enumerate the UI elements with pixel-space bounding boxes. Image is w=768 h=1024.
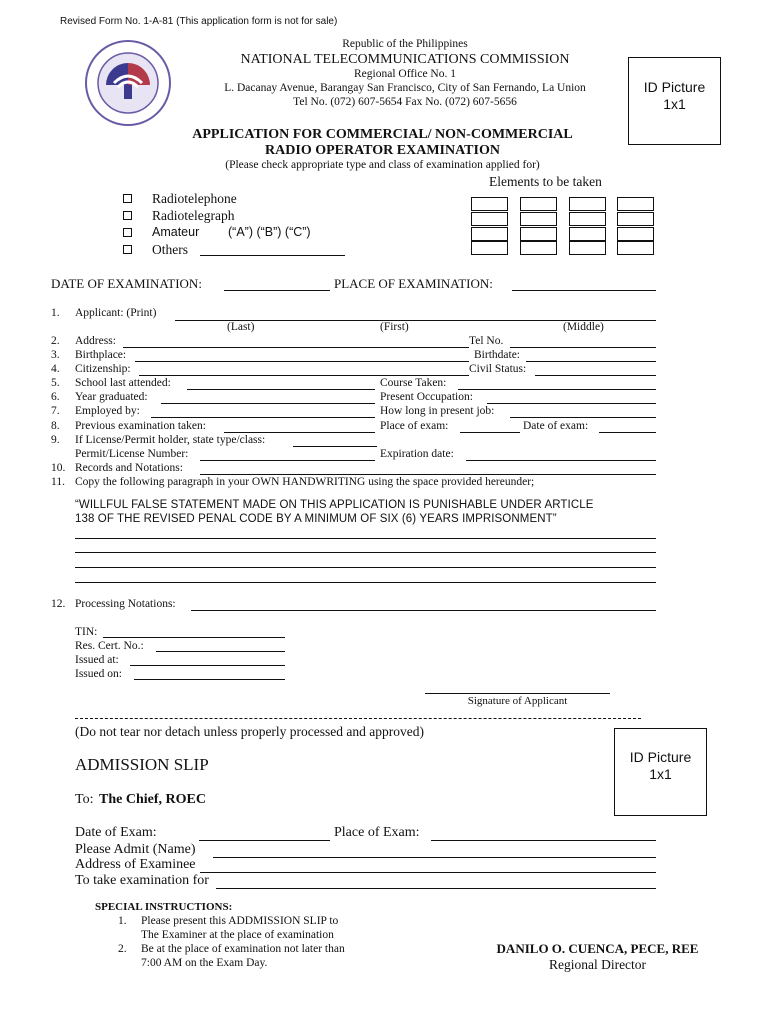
item-number: 7. xyxy=(51,405,60,417)
how-long-label: How long in present job: xyxy=(380,405,495,417)
place-of-exam-input[interactable] xyxy=(512,290,656,291)
others-input-line[interactable] xyxy=(200,255,345,256)
res-cert-input[interactable] xyxy=(156,651,285,652)
copy-instruction-label: Copy the following paragraph in your OWN HANDWRITING using the space provided hereunder; xyxy=(75,476,535,488)
last-name-caption: (Last) xyxy=(227,321,255,333)
date-exam-input[interactable] xyxy=(599,432,656,433)
item-number: 3. xyxy=(51,349,60,361)
element-box[interactable] xyxy=(569,212,606,226)
permit-number-label: Permit/License Number: xyxy=(75,448,189,460)
item-number: 6. xyxy=(51,391,60,403)
item-number: 10. xyxy=(51,462,66,474)
amateur-label: Amateur xyxy=(152,225,200,239)
place-exam-input[interactable] xyxy=(460,432,520,433)
issued-at-label: Issued at: xyxy=(75,654,119,666)
element-box[interactable] xyxy=(617,212,654,226)
admission-address-label: Address of Examinee xyxy=(75,857,196,872)
middle-name-caption: (Middle) xyxy=(563,321,604,333)
expiration-input[interactable] xyxy=(466,460,656,461)
special-instructions-title: SPECIAL INSTRUCTIONS: xyxy=(95,901,233,913)
item-number: 12. xyxy=(51,598,66,610)
office-name: Regional Office No. 1 xyxy=(354,68,456,80)
records-input[interactable] xyxy=(200,474,656,475)
admission-to-value: The Chief, ROEC xyxy=(99,792,206,807)
date-exam-label: Date of exam: xyxy=(523,420,589,432)
radiotelegraph-checkbox[interactable] xyxy=(123,211,132,220)
item-number: 4. xyxy=(51,363,60,375)
instruction-2b: 7:00 AM on the Exam Day. xyxy=(141,957,268,969)
license-holder-label: If License/Permit holder, state type/class: xyxy=(75,434,266,446)
address-label: Address: xyxy=(75,335,116,347)
admission-date-input[interactable] xyxy=(199,840,330,841)
republic-text: Republic of the Philippines xyxy=(342,38,468,50)
element-box[interactable] xyxy=(471,227,508,241)
civil-status-input[interactable] xyxy=(535,375,656,376)
elements-label: Elements to be taken xyxy=(489,174,602,189)
first-name-caption: (First) xyxy=(380,321,409,333)
element-box[interactable] xyxy=(471,212,508,226)
amateur-classes: (“A”) (“B”) (“C”) xyxy=(228,225,311,239)
records-label: Records and Notations: xyxy=(75,462,183,474)
admission-admit-label: Please Admit (Name) xyxy=(75,842,196,857)
item-number: 9. xyxy=(51,434,60,446)
expiration-label: Expiration date: xyxy=(380,448,454,460)
processing-label: Processing Notations: xyxy=(75,598,176,610)
birthplace-label: Birthplace: xyxy=(75,349,127,361)
form-reference: Revised Form No. 1-A-81 (This application form is not for sale) xyxy=(60,16,338,27)
element-box[interactable] xyxy=(569,227,606,241)
form-title-line2: RADIO OPERATOR EXAMINATION xyxy=(265,143,500,158)
birthplace-input[interactable] xyxy=(135,361,469,362)
radiotelegraph-label: Radiotelegraph xyxy=(152,208,235,223)
school-input[interactable] xyxy=(187,389,375,390)
element-box[interactable] xyxy=(520,241,557,255)
license-type-input[interactable] xyxy=(293,446,377,447)
warning-line1: “WILLFUL FALSE STATEMENT MADE ON THIS APPLICATION IS PUNISHABLE UNDER ARTICLE xyxy=(75,499,594,511)
office-phones: Tel No. (072) 607-5654 Fax No. (072) 607-5656 xyxy=(293,96,517,108)
form-title-line1: APPLICATION FOR COMMERCIAL/ NON-COMMERCIAL xyxy=(192,127,573,142)
instruction-number: 2. xyxy=(118,943,127,955)
others-label: Others xyxy=(152,242,188,257)
occupation-label: Present Occupation: xyxy=(380,391,473,403)
citizenship-input[interactable] xyxy=(139,375,469,376)
cut-line xyxy=(75,718,641,719)
element-box[interactable] xyxy=(569,241,606,255)
applicant-label: Applicant: (Print) xyxy=(75,307,157,319)
admission-date-label: Date of Exam: xyxy=(75,825,157,840)
admission-take-exam-label: To take examination for xyxy=(75,873,209,888)
element-box[interactable] xyxy=(471,241,508,255)
element-box[interactable] xyxy=(471,197,508,211)
tin-label: TIN: xyxy=(75,626,98,638)
ntc-seal-logo xyxy=(84,39,172,127)
year-graduated-input[interactable] xyxy=(161,403,375,404)
id-picture-box xyxy=(628,57,721,145)
handwriting-line[interactable] xyxy=(75,552,656,553)
issued-on-input[interactable] xyxy=(134,679,285,680)
admission-address-input[interactable] xyxy=(200,872,656,873)
element-box[interactable] xyxy=(520,227,557,241)
form-title-note: (Please check appropriate type and class of examination applied for) xyxy=(225,159,540,171)
year-graduated-label: Year graduated: xyxy=(75,391,148,403)
admission-to-label: To: xyxy=(75,792,94,807)
item-number: 1. xyxy=(51,307,60,319)
previous-exam-input[interactable] xyxy=(224,432,375,433)
course-label: Course Taken: xyxy=(380,377,447,389)
tin-input[interactable] xyxy=(103,637,285,638)
place-exam-label: Place of exam: xyxy=(380,420,449,432)
employed-by-label: Employed by: xyxy=(75,405,140,417)
warning-line2: 138 OF THE REVISED PENAL CODE BY A MINIMUM OF SIX (6) YEARS IMPRISONMENT” xyxy=(75,513,557,525)
radiotelephone-label: Radiotelephone xyxy=(152,191,237,206)
radiotelephone-checkbox[interactable] xyxy=(123,194,132,203)
instruction-number: 1. xyxy=(118,915,127,927)
id-picture-size: 1x1 xyxy=(663,96,686,112)
permit-number-input[interactable] xyxy=(200,460,375,461)
item-number: 5. xyxy=(51,377,60,389)
others-checkbox[interactable] xyxy=(123,245,132,254)
commission-name: NATIONAL TELECOMMUNICATIONS COMMISSION xyxy=(240,52,570,67)
birthdate-input[interactable] xyxy=(526,361,656,362)
how-long-input[interactable] xyxy=(510,417,656,418)
admission-place-label: Place of Exam: xyxy=(334,825,420,840)
address-input[interactable] xyxy=(123,347,469,348)
signature-line[interactable] xyxy=(425,693,610,694)
element-box[interactable] xyxy=(520,212,557,226)
occupation-input[interactable] xyxy=(487,403,656,404)
course-input[interactable] xyxy=(458,389,656,390)
admission-take-exam-input[interactable] xyxy=(216,888,656,889)
handwriting-line[interactable] xyxy=(75,567,656,568)
res-cert-label: Res. Cert. No.: xyxy=(75,640,144,652)
birthdate-label: Birthdate: xyxy=(474,349,520,361)
date-of-exam-input[interactable] xyxy=(224,290,330,291)
id-picture-size: 1x1 xyxy=(649,766,672,782)
office-address: L. Dacanay Avenue, Barangay San Francisco, City of San Fernando, La Union xyxy=(224,82,586,94)
element-box[interactable] xyxy=(617,197,654,211)
element-box[interactable] xyxy=(569,197,606,211)
amateur-checkbox[interactable] xyxy=(123,228,132,237)
field-applicant xyxy=(51,307,661,321)
handwriting-line[interactable] xyxy=(75,582,656,583)
citizenship-label: Citizenship: xyxy=(75,363,131,375)
element-box[interactable] xyxy=(617,241,654,255)
signature-label: Signature of Applicant xyxy=(467,695,568,707)
processing-input[interactable] xyxy=(191,610,656,611)
tel-label: Tel No. xyxy=(469,335,504,347)
tel-input[interactable] xyxy=(510,347,656,348)
id-picture-label: ID Picture xyxy=(643,79,706,95)
previous-exam-label: Previous examination taken: xyxy=(75,420,206,432)
admission-admit-input[interactable] xyxy=(213,857,656,858)
issued-at-input[interactable] xyxy=(130,665,285,666)
instruction-1b: The Examiner at the place of examination xyxy=(141,929,334,941)
employed-by-input[interactable] xyxy=(151,417,375,418)
admission-slip-title: ADMISSION SLIP xyxy=(75,755,209,774)
instruction-2a: Be at the place of examination not later than xyxy=(141,943,345,955)
issued-on-label: Issued on: xyxy=(75,668,122,680)
id-picture-label: ID Picture xyxy=(629,749,692,765)
item-number: 8. xyxy=(51,420,60,432)
director-name: DANILO O. CUENCA, PECE, REE xyxy=(496,941,699,956)
instruction-1a: Please present this ADDMISSION SLIP to xyxy=(141,915,339,927)
place-of-exam-label: PLACE OF EXAMINATION: xyxy=(334,276,493,291)
element-box[interactable] xyxy=(520,197,557,211)
item-number: 2. xyxy=(51,335,60,347)
school-label: School last attended: xyxy=(75,377,171,389)
admission-place-input[interactable] xyxy=(431,840,656,841)
handwriting-line[interactable] xyxy=(75,538,656,539)
civil-status-label: Civil Status: xyxy=(469,363,527,375)
id-picture-box xyxy=(614,728,707,816)
director-title: Regional Director xyxy=(548,957,647,972)
detach-note: (Do not tear nor detach unless properly processed and approved) xyxy=(75,724,425,739)
date-of-exam-label: DATE OF EXAMINATION: xyxy=(51,276,202,291)
element-box[interactable] xyxy=(617,227,654,241)
item-number: 11. xyxy=(51,476,65,488)
